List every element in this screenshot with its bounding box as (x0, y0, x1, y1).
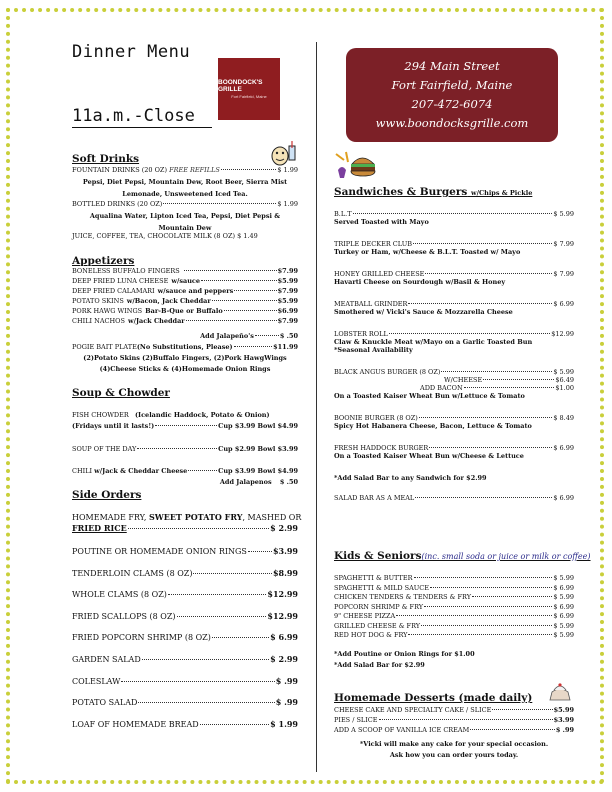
fresh-haddock-burger: FRESH HADDOCK BURGER (334, 444, 429, 452)
appetizer-item: PORK HAWG WINGS Bar-B-Que or Buffalo $6.99 (72, 307, 298, 315)
kids-list (334, 574, 574, 641)
kids-item: POPCORN SHRIMP & FRY $ 6.99 (334, 602, 574, 611)
fountain-desc: Pepsi, Diet Pepsi, Mountain Dew, Root Beer, Sierra Mist Lemonade, Unsweetened Iced Tea. (82, 178, 288, 198)
soup-heading: Soup & Chowder (72, 387, 170, 399)
soft-drinks-heading: Soft Drinks (72, 153, 140, 165)
triple-decker-club: TRIPLE DECKER CLUB (334, 240, 412, 248)
fish-chowder: FISH CHOWDER (Icelandic Haddock, Potato & Onion) (72, 411, 270, 419)
bottled-drinks: BOTTLED DRINKS (20 OZ) $ 1.99 (72, 200, 298, 208)
dessert-note-2: Ask how you can order yours today. (389, 751, 519, 759)
burger-mascot-icon (334, 150, 380, 180)
kids-note-2: *Add Salad Bar for $2.99 (334, 661, 425, 669)
sandwiches-heading: Sandwiches & Burgers w/Chips & Pickle (334, 186, 533, 198)
juice-coffee: JUICE, COFFEE, TEA, CHOCOLATE MILK (8 OZ) $ 1.49 (72, 232, 258, 240)
kids-item: SPAGHETTI & BUTTER $ 5.99 (334, 574, 574, 582)
kids-heading: Kids & Seniors(inc. small soda or juice or milk or coffee) (334, 550, 591, 562)
side-item: POTATO SALAD $ .99 (72, 697, 298, 708)
side-item: WHOLE CLAMS (8 OZ) $12.99 (72, 589, 298, 600)
appetizer-list (72, 267, 298, 327)
appetizer-item: CHILI NACHOS w/Jack Cheddar $7.99 (72, 317, 298, 325)
address-box (346, 48, 558, 142)
kids-item: 9" CHEESE PIZZA $ 6.99 (334, 612, 574, 620)
fish-chowder-price: (Fridays until it lasts!) Cup $3.99 Bowl $4.99 (72, 422, 298, 430)
fry-options: HOMEMADE FRY, SWEET POTATO FRY , MASHED OR (72, 512, 302, 522)
desserts-heading: Homemade Desserts (made daily) (334, 692, 533, 704)
side-item: POUTINE OR HOMEMADE ONION RINGS $3.99 (72, 546, 298, 556)
side-item: COLESLAW $ .99 (72, 675, 298, 686)
logo-subtext: Fort Fairfield, Maine (231, 94, 267, 99)
fried-rice: FRIED RICE $ 2.99 (72, 523, 298, 533)
appetizers-heading: Appetizers (72, 255, 135, 267)
sandwich-list: B.L.T $ 5.99 Served Toasted with Mayo TRIPLE DECKER CLUB $ 7.99 Turkey or Ham, w/Cheese & B.L.T. Toasted w/ Mayo HONEY GRILLED CHEESE $ 7.99 Havarti Cheese on Sourdough w/Basil & Honey MEATBALL GRINDER $ 6.99 Smothered w/ Vicki's Sauce & Mozzarella Cheese LOBSTER ROLL $12.99 Claw & Knuckle Meat w/Mayo on a Garlic Toasted Bun *Seasonal Availability BLACK ANGUS BURGER (8 OZ) $ 5.99 W/CHEESE $6.49 ADD BACON $1.00 On a Toasted Kaiser Wheat Bun w/Lettuce & Tomato BOONIE BURGER (8 OZ) $ 8.49 Spicy Hot Habanera Cheese, Bacon, Lettuce & Tomato FRESH HADDOCK BURGER $ 6.99 On a Toasted Kaiser Wheat Bun w/Cheese & Lettuce *Add Salad Bar to any Sandwich for $2.99 SALAD BAR AS A MEAL $ 6.99 (334, 210, 574, 502)
meatball-grinder: MEATBALL GRINDER (334, 300, 408, 308)
pogie-desc: (2)Potato Skins (2)Buffalo Fingers, (2)Pork HawgWings (4)Cheese Sticks & (4)Homemade Onion Rings (83, 354, 287, 373)
honey-grilled-cheese: HONEY GRILLED CHEESE (334, 270, 425, 278)
kids-item: CHICKEN TENDERS & TENDERS & FRY $ 5.99 (334, 593, 574, 601)
kids-item: RED HOT DOG & FRY $ 5.99 (334, 631, 574, 639)
restaurant-logo (218, 58, 280, 120)
cake-icon (548, 682, 572, 702)
kids-item: SPAGHETTI & MILD SAUCE $ 6.99 (334, 583, 574, 592)
appetizer-item: DEEP FRIED CALAMARI w/sauce and peppers $7.99 (72, 287, 298, 295)
fountain-drinks: FOUNTAIN DRINKS (20 OZ) FREE REFILLS $ 1.99 (72, 166, 298, 174)
pogie-bait-plate: POGIE BAIT PLATE (No Substitutions, Please) $11.99 (72, 343, 298, 351)
boonie-burger: BOONIE BURGER (334, 414, 395, 422)
dessert-list (334, 706, 574, 736)
side-item: GARDEN SALAD $ 2.99 (72, 653, 298, 664)
menu-title: Dinner Menu (72, 42, 191, 62)
column-divider (316, 42, 317, 772)
black-angus-burger: BLACK ANGUS BURGER (334, 368, 418, 376)
side-item: FRIED POPCORN SHRIMP (8 OZ) $ 6.99 (72, 632, 298, 643)
dessert-item: ADD A SCOOP OF VANILLA ICE CREAM $ .99 (334, 726, 574, 734)
appetizer-item: DEEP FRIED LUNA CHEESE w/sauce $5.99 (72, 277, 298, 285)
side-orders-heading: Side Orders (72, 489, 142, 501)
blt: B.L.T (334, 210, 352, 218)
appetizer-item: BONELESS BUFFALO FINGERS $7.99 (72, 267, 298, 275)
side-list (72, 546, 298, 740)
logo-text: BOONDOCK'S GRILLE (218, 79, 263, 93)
salad-bar-meal: SALAD BAR AS A MEAL (334, 494, 415, 502)
kids-note-1: *Add Poutine or Onion Rings for $1.00 (334, 650, 475, 658)
soup-of-day: SOUP OF THE DAY Cup $2.99 Bowl $3.99 (72, 445, 298, 453)
side-item: LOAF OF HOMEMADE BREAD $ 1.99 (72, 718, 298, 729)
address-street: 294 Main Street (404, 59, 500, 73)
dessert-item: CHEESE CAKE AND SPECIALTY CAKE / SLICE $5.99 (334, 706, 574, 714)
side-item: FRIED SCALLOPS (8 OZ) $12.99 (72, 610, 298, 621)
hours: 11a.m.-Close (72, 106, 212, 128)
address-phone: 207-472-6074 (411, 97, 493, 111)
address-web[interactable]: www.boondocksgrille.com (375, 116, 529, 130)
kids-item: GRILLED CHEESE & FRY $ 5.99 (334, 621, 574, 630)
side-item: TENDERLOIN CLAMS (8 OZ) $8.99 (72, 567, 298, 578)
appetizer-item: POTATO SKINS w/Bacon, Jack Cheddar $5.99 (72, 297, 298, 305)
lobster-roll: LOBSTER ROLL (334, 330, 388, 338)
drink-mascot-icon (270, 140, 298, 166)
address-city: Fort Fairfield, Maine (391, 78, 513, 92)
chili: CHILI w/Jack & Cheddar Cheese Cup $3.99 Bowl $4.99 (72, 467, 298, 475)
bottled-desc: Aqualina Water, Lipton Iced Tea, Pepsi, Diet Pepsi & Mountain Dew (89, 212, 281, 232)
dessert-item: PIES / SLICE $3.99 (334, 716, 574, 724)
chili-jalapenos: Add Jalapenos $ .50 (219, 478, 298, 486)
dessert-note-1: *Vicki will make any cake for your special occasion. (359, 740, 549, 748)
jalapenos-addon: Add Jalapeño's $ .50 (200, 332, 298, 340)
